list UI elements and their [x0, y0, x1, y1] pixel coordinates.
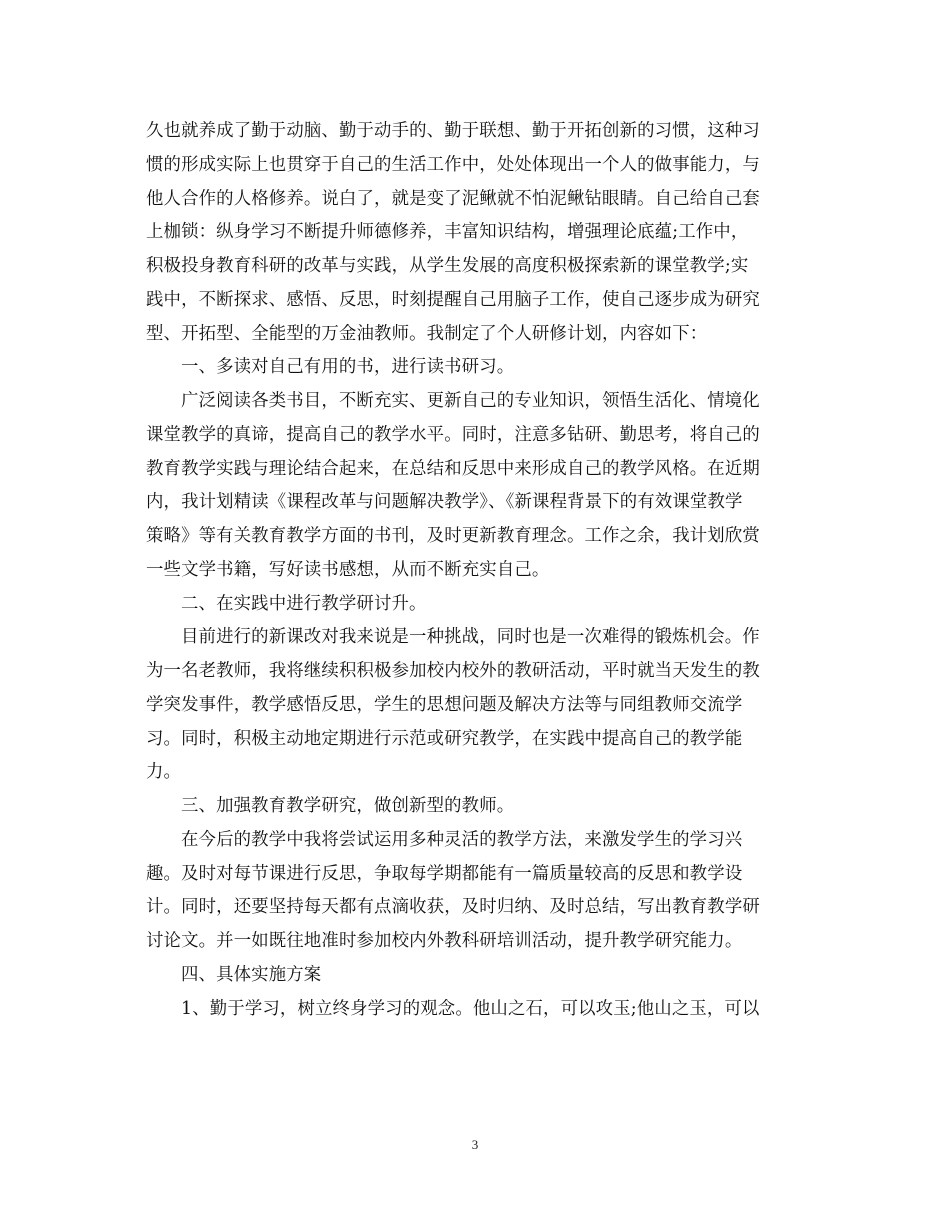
text-line: 1、勤于学习，树立终身学习的观念。他山之石，可以攻玉;他山之玉，可以 — [181, 998, 760, 1019]
text-line: 讨论文。并一如既往地准时参加校内外教科研培训活动，提升教学研究能力。 — [146, 931, 743, 951]
text-line: 策略》等有关教育教学方面的书刊，及时更新教育理念。工作之余，我计划欣赏 — [146, 526, 760, 546]
text-line: 内，我计划精读《课程改革与问题解决教学》、《新课程背景下的有效课堂教学 — [146, 492, 743, 513]
text-line: 在今后的教学中我将尝试运用多种灵活的教学方法，来激发学生的学习兴 — [181, 829, 743, 850]
text-line: 学突发事件，教学感悟反思，学生的思想问题及解决方法等与同组教师交流学 — [146, 694, 743, 715]
text-line: 计。同时，还要坚持每天都有点滴收获，及时归纳、及时总结，写出教育教学研 — [146, 897, 760, 918]
text-line: 上枷锁：纵身学习不断提升师德修养，丰富知识结构，增强理论底蕴;工作中， — [146, 222, 749, 243]
text-line: 惯的形成实际上也贯穿于自己的生活工作中，处处体现出一个人的做事能力，与 — [146, 154, 760, 175]
text-line: 型、开拓型、全能型的万金油教师。我制定了个人研修计划，内容如下： — [146, 323, 708, 344]
text-line: 四、具体实施方案 — [181, 964, 322, 985]
text-line: 为一名老教师，我将继续积积极参加校内校外的教研活动，平时就当天发生的教 — [146, 661, 760, 681]
text-line: 三、加强教育教学研究，做创新型的教师。 — [181, 796, 515, 816]
text-line: 目前进行的新课改对我来说是一种挑战，同时也是一次难得的锻炼机会。作 — [181, 627, 760, 648]
page-number: 3 — [471, 1137, 479, 1152]
document-body — [146, 115, 806, 1026]
text-line: 习。同时，积极主动地定期进行示范或研究教学，在实践中提高自己的教学能 — [146, 728, 743, 749]
text-line: 一些文学书籍，写好读书感想，从而不断充实自己。 — [146, 559, 550, 580]
text-line: 践中，不断探求、感悟、反思，时刻提醒自己用脑子工作，使自己逐步成为研究 — [146, 289, 760, 310]
text-line: 他人合作的人格修养。说白了，就是变了泥鳅就不怕泥鳅钻眼睛。自己给自己套 — [146, 188, 760, 209]
text-line: 积极投身教育科研的改革与实践，从学生发展的高度积极探索新的课堂教学;实 — [146, 256, 749, 276]
text-line: 力。 — [146, 762, 182, 783]
text-line: 教育教学实践与理论结合起来，在总结和反思中来形成自己的教学风格。在近期 — [146, 458, 760, 479]
text-line: 久也就养成了勤于动脑、勤于动手的、勤于联想、勤于开拓创新的习惯，这种习 — [146, 121, 760, 141]
text-line: 趣。及时对每节课进行反思，争取每学期都能有一篇质量较高的反思和教学设 — [146, 863, 743, 884]
text-line: 广泛阅读各类书目，不断充实、更新自己的专业知识，领悟生活化、情境化 — [181, 391, 760, 411]
text-line: 课堂教学的真谛，提高自己的教学水平。同时，注意多钻研、勤思考，将自己的 — [146, 424, 760, 445]
text-line: 一、多读对自己有用的书，进行读书研习。 — [181, 357, 515, 378]
text-line: 二、在实践中进行教学研讨升。 — [181, 593, 427, 614]
